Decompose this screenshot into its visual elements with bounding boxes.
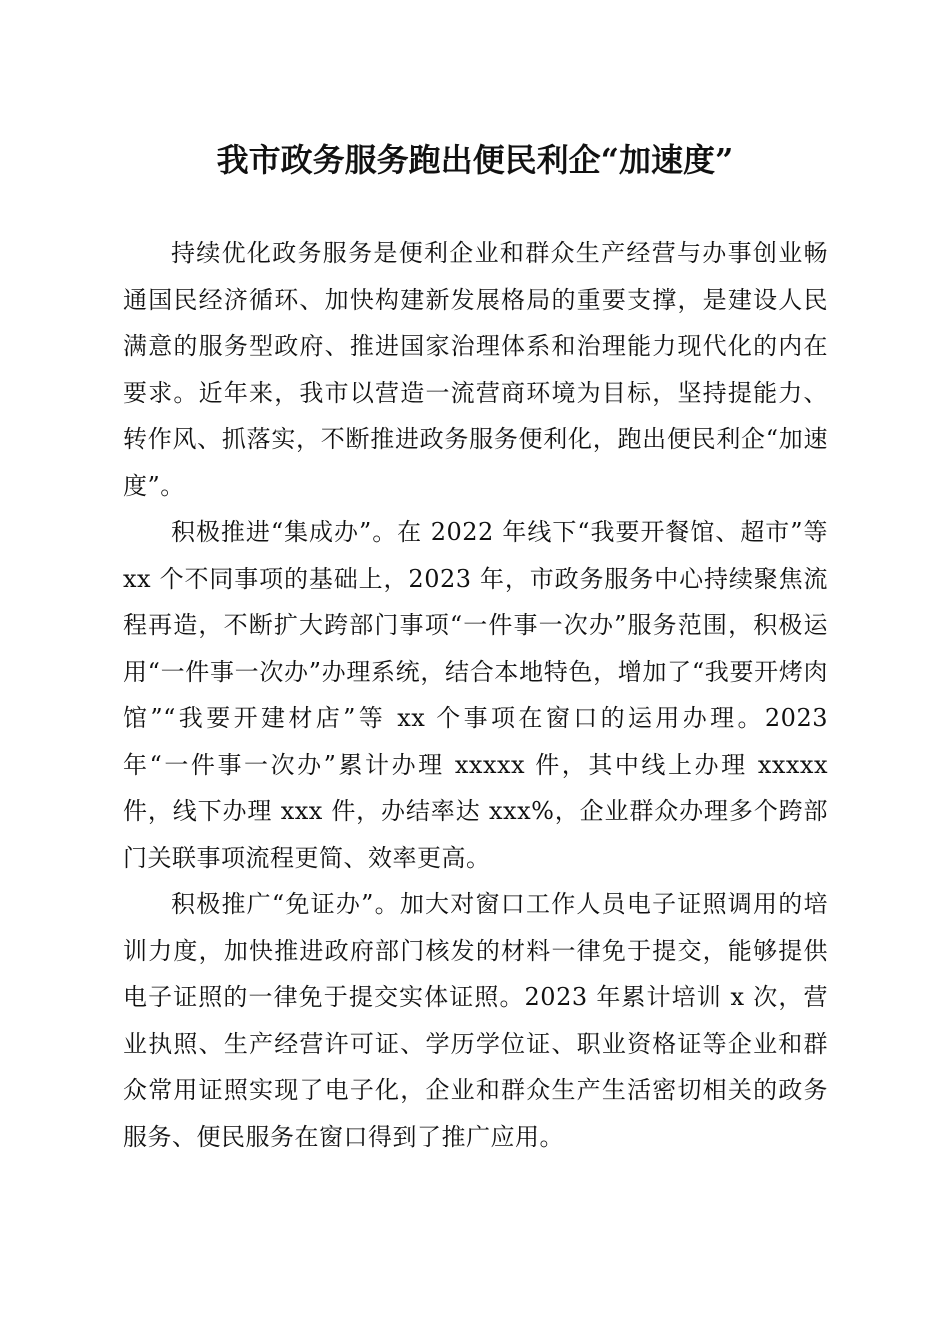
document-title: 我市政务服务跑出便民利企“加速度” xyxy=(216,141,734,179)
paragraph-integrated-service: 积极推进“集成办”。在 2022 年线下“我要开餐馆、超市”等 xx 个不同事项的基础上，2023 年，市政务服务中心持续聚焦流程再造，不断扩大跨部门事项“一件事一次办”服务范围，积极运用“一件事一次办”办理系统，结合本地特色，增加了“我要开烤肉馆”“我要开建材店”等 xx 个事项在窗口的运用办理。2023 年“一件事一次办”累计办理 xxxxx 件，其中线上办理 xxxxx 件，线下办理 xxx 件，办结率达 xxx%，企业群众办理多个跨部门关联事项流程更简、效率更高。 xyxy=(123,518,828,872)
paragraph-certificate-free-service: 积极推广“免证办”。加大对窗口工作人员电子证照调用的培训力度，加快推进政府部门核发的材料一律免于提交，能够提供电子证照的一律免于提交实体证照。2023 年累计培训 x 次，营业执照、生产经营许可证、学历学位证、职业资格证等企业和群众常用证照实现了电子化，企业和群众生产生活密切相关的政务服务、便民服务在窗口得到了推广应用。 xyxy=(123,890,828,1151)
paragraph-intro: 持续优化政务服务是便利企业和群众生产经营与办事创业畅通国民经济循环、加快构建新发展格局的重要支撑，是建设人民满意的服务型政府、推进国家治理体系和治理能力现代化的内在要求。近年来，我市以营造一流营商环境为目标，坚持提能力、转作风、抓落实，不断推进政务服务便利化，跑出便民利企“加速度”。 xyxy=(123,239,828,500)
document-body xyxy=(123,230,828,1160)
